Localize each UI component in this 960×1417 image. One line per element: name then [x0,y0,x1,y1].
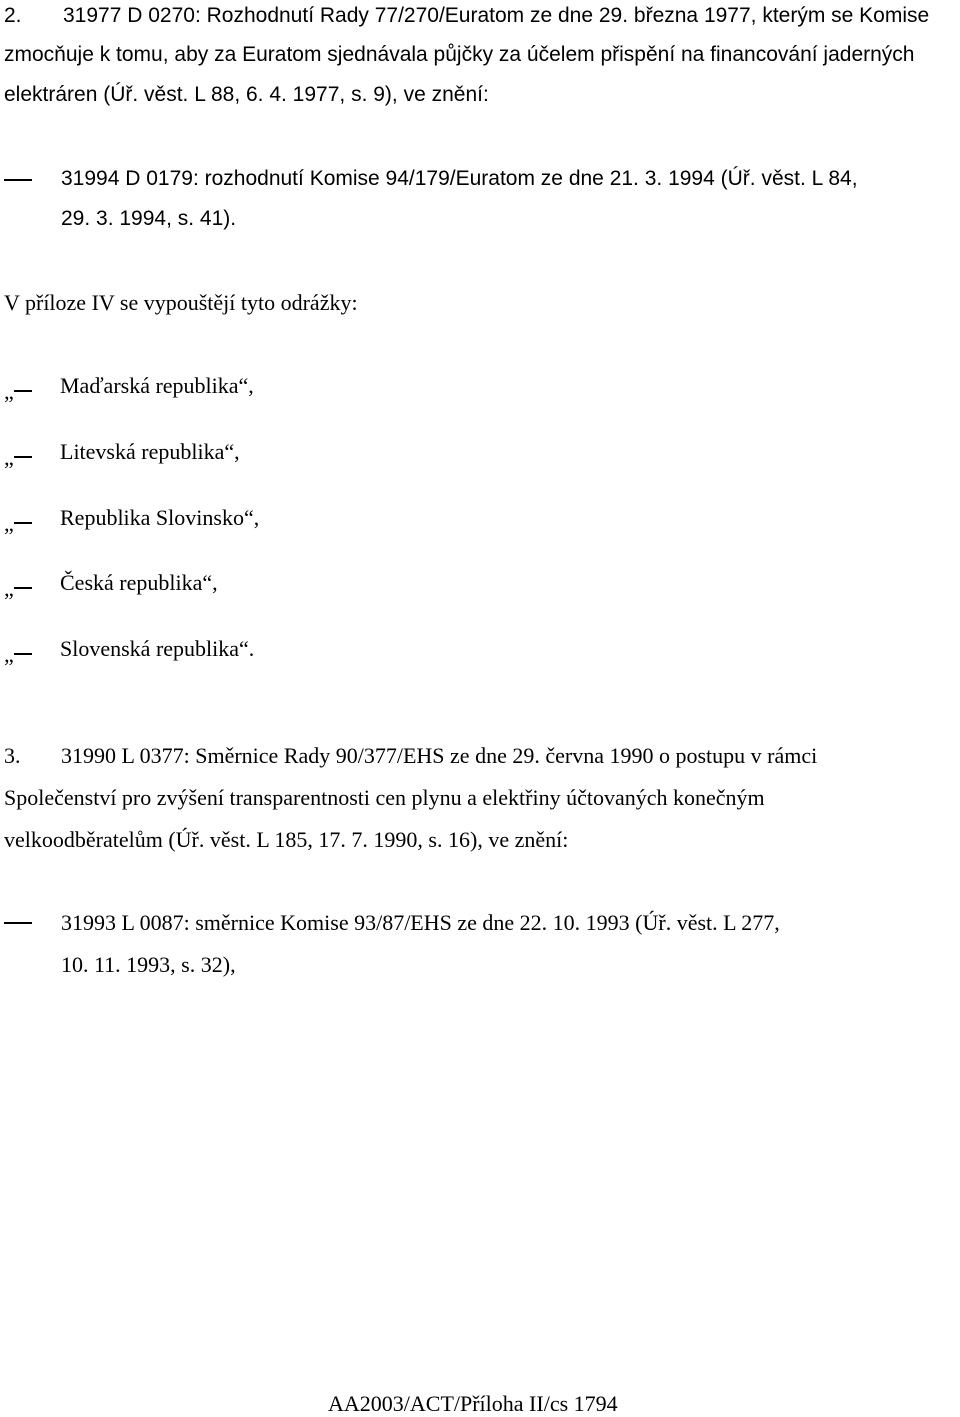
section-3-amendment-line-1: 31993 L 0087: směrnice Komise 93/87/EHS ze dne 22. 10. 1993 (Úř. věst. L 277, [61,910,780,935]
deleted-item: Česká republika“, [60,570,218,595]
section-3-line-3: velkoodběratelům (Úř. věst. L 185, 17. 7. 1990, s. 16), ve znění: [4,827,569,852]
section-3-amendment-line-2: 10. 11. 1993, s. 32), [61,952,236,977]
section-2-amendment-line-2: 29. 3. 1994, s. 41). [61,207,237,230]
section-3-number: 3. [4,743,21,768]
section-2-amendment-line-1: 31994 D 0179: rozhodnutí Komise 94/179/Euratom ze dne 21. 3. 1994 (Úř. věst. L 84, [61,167,858,190]
amendment-dash [4,922,32,924]
section-2-line-1: 31977 D 0270: Rozhodnutí Rady 77/270/Euratom ze dne 29. března 1977, kterým se Komise [63,4,930,27]
item-dash [14,390,32,392]
amendment-dash [4,179,32,181]
deleted-item: Republika Slovinsko“, [60,505,260,530]
deleted-item: Litevská republika“, [60,439,240,464]
page-footer: AA2003/ACT/Příloha II/cs 1794 [328,1391,618,1416]
section-2-line-3: elektráren (Úř. věst. L 88, 6. 4. 1977, s. 9), ve znění: [4,83,489,106]
opening-quote: „ [4,642,14,667]
section-3-line-2: Společenství pro zvýšení transparentnosti cen plynu a elektřiny účtovaných konečným [4,785,765,810]
annex-intro: V příloze IV se vypouštějí tyto odrážky: [4,290,358,315]
opening-quote: „ [4,511,14,536]
opening-quote: „ [4,576,14,601]
item-dash [14,522,32,524]
section-2-line-2: zmocňuje k tomu, aby za Euratom sjednávala půjčky za účelem přispění na financování jaderných [4,43,915,66]
opening-quote: „ [4,379,14,404]
section-3-line-1: 31990 L 0377: Směrnice Rady 90/377/EHS ze dne 29. června 1990 o postupu v rámci [61,743,818,768]
section-2-number: 2. [4,4,22,27]
deleted-item: Maďarská republika“, [60,373,254,398]
item-dash [14,653,32,655]
opening-quote: „ [4,445,14,470]
deleted-item: Slovenská republika“. [60,636,255,661]
item-dash [14,456,32,458]
item-dash [14,587,32,589]
